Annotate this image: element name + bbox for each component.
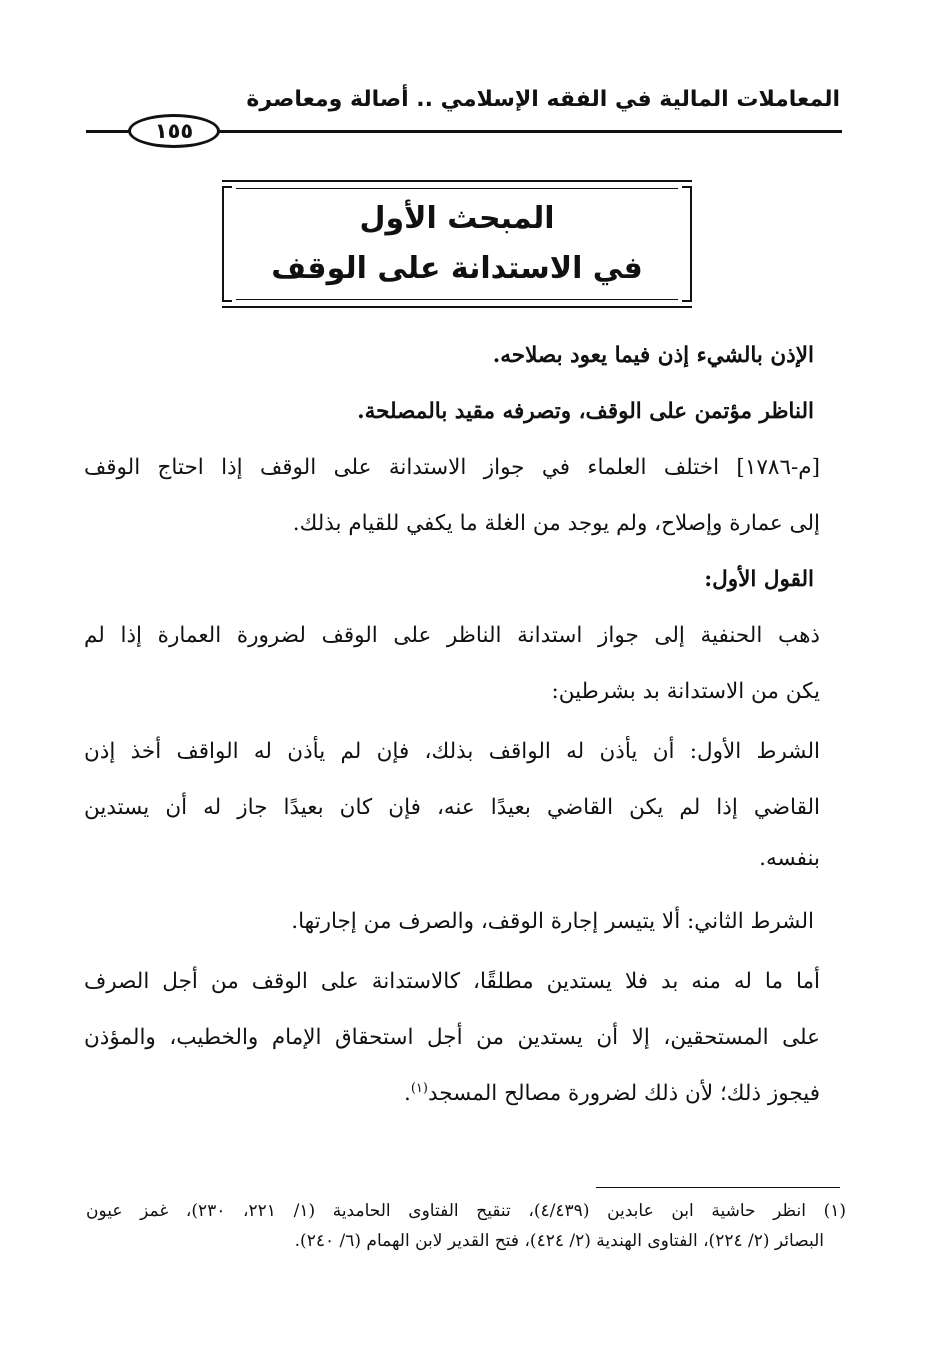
footnote-line: البصائر (٢/ ٢٢٤)، الفتاوى الهندية (٢/ ٤٢٤)، فتح القدير لابن الهمام (٦/ ٢٤٠). [294,1231,824,1251]
footnote-line: (١) انظر حاشية ابن عابدين (٤/٤٣٩)، تنقيح الفتاوى الحامدية (١/ ٢٢١، ٢٣٠)، غمز عيون [86,1201,846,1221]
paragraph-last-line [84,1066,820,1122]
paragraph-end-period: . [403,1081,411,1106]
paragraph-line: أما ما له منه بد فلا يستدين مطلقًا، كالاستدانة على الوقف من أجل الصرف [84,969,820,994]
paragraph-line: القاضي إذا لم يكن القاضي بعيدًا عنه، فإن كان بعيدًا جاز له أن يستدين [84,795,820,820]
principle-1: الإذن بالشيء إذن فيما يعود بصلاحه. [492,343,814,368]
page-number: ١٥٥ [128,114,220,148]
paragraph-line: الشرط الأول: أن يأذن له الواقف بذلك، فإن لم يأذن له الواقف أخذ إذن [84,739,820,764]
footnote-separator [596,1187,840,1188]
subheading-first-opinion: القول الأول: [704,567,814,592]
paragraph-line: الشرط الثاني: ألا يتيسر إجارة الوقف، والصرف من إجارتها. [291,909,814,934]
section-title-frame [222,180,692,308]
section-title-inner-frame [236,188,678,300]
paragraph-line: على المستحقين، إلا أن يستدين من أجل استحقاق الإمام والخطيب، والمؤذن [84,1025,820,1050]
paragraph-line: إلى عمارة وإصلاح، ولم يوجد من الغلة ما يكفي للقيام بذلك. [292,511,820,536]
paragraph-line: بنفسه. [759,846,820,871]
paragraph-line: ذهب الحنفية إلى جواز استدانة الناظر على الوقف لضرورة العمارة إذا لم [84,623,820,648]
running-header-title: المعاملات المالية في الفقه الإسلامي .. أصالة ومعاصرة [246,87,840,112]
principle-2: الناظر مؤتمن على الوقف، وتصرفه مقيد بالمصلحة. [357,399,814,424]
footnotes [86,1196,846,1256]
paragraph-text: فيجوز ذلك؛ لأن ذلك لضرورة مصالح المسجد [427,1081,820,1106]
paragraph-line: يكن من الاستدانة بد بشرطين: [551,679,820,704]
section-title-line-1: المبحث الأول [359,201,555,236]
footnote-reference: (١) [410,1081,428,1096]
body-text [84,328,820,1122]
paragraph-line: [م-١٧٨٦] اختلف العلماء في جواز الاستدانة على الوقف إذا احتاج الوقف [84,455,820,480]
section-title-line-2: في الاستدانة على الوقف [271,251,643,286]
